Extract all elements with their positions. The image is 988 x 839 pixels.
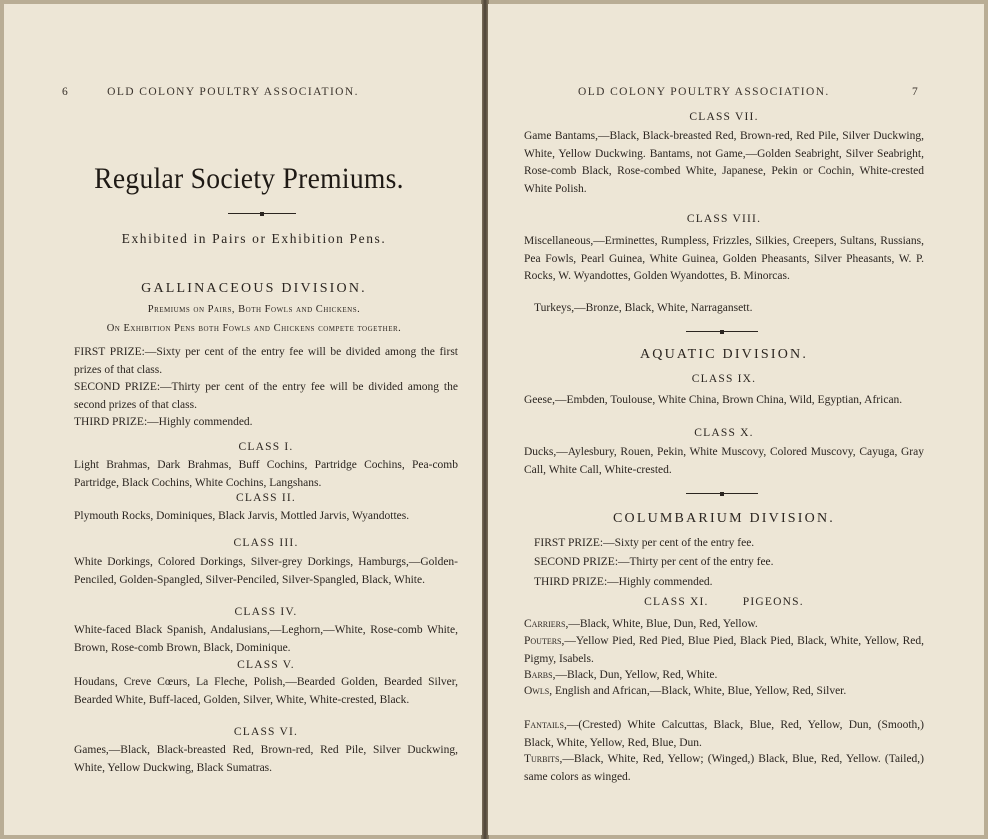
right-third-prize: THIRD PRIZE:—Highly commended. [534, 576, 713, 588]
class-heading: CLASS VII. [689, 111, 759, 123]
exhibited-subtitle: Exhibited in Pairs or Exhibition Pens. [121, 231, 387, 246]
columbarium-divider [686, 493, 758, 494]
premiums-pairs-line: Premiums on Pairs, Both Fowls and Chickens. [147, 304, 361, 315]
left-page [4, 4, 482, 835]
pigeon-breed: Turbits, [524, 753, 563, 765]
right-page [488, 4, 984, 835]
pigeon-breed: Pouters, [524, 635, 565, 647]
class-text: Geese,—Embden, Toulouse, White China, Brown China, Wild, Egyptian, African. [524, 394, 903, 406]
class-heading: CLASS II. [235, 492, 296, 504]
class-text: Game Bantams,—Black, Black-breasted Red, Brown-red, Red Pile, Silver Duckwing, White, Yellow Duckwing. Bantams, not Game,—Golden Seabright, Silver Seabright, Rose-comb Black, Rose-combed White, Japanese, Pekin or Cochin, White-crested White Polish. [524, 130, 924, 195]
pigeon-entry [524, 717, 924, 752]
pigeon-colors: —Yellow Pied, Red Pied, Blue Pied, Black Pied, Black, White, Yellow, Red, Pigmy, Isabels. [524, 635, 924, 665]
class-text: Ducks,—Aylesbury, Rouen, Pekin, White Muscovy, Colored Muscovy, Cayuga, Gray Call, White Call, White-crested. [524, 446, 924, 476]
right-first-prize: FIRST PRIZE:—Sixty per cent of the entry fee. [534, 537, 755, 549]
left-running-title: OLD COLONY POULTRY ASSOCIATION. [107, 86, 359, 98]
class-heading: CLASS VI. [233, 726, 299, 738]
pigeon-entry [524, 683, 924, 701]
pigeon-entry [524, 667, 924, 685]
pigeon-entry [524, 751, 924, 786]
class-heading: CLASS IV. [234, 606, 298, 618]
aquatic-divider [686, 331, 758, 332]
aquatic-rule-wrap [488, 331, 984, 332]
class-text: Light Brahmas, Dark Brahmas, Buff Cochins, Partridge Cochins, Pea-comb Partridge, Black Cochins, White Cochins, Langshans. [74, 459, 458, 489]
pigeon-entry [524, 633, 924, 668]
class-text: Games,—Black, Black-breasted Red, Brown-red, Red Pile, Silver Duckwing, White, Yellow Duckwing, Black Sumatras. [74, 744, 458, 774]
class-heading: CLASS I. [238, 441, 294, 453]
title-divider [228, 213, 296, 214]
pigeon-breed: Fantails, [524, 719, 567, 731]
page-title-block [44, 162, 454, 196]
aquatic-division-title: AQUATIC DIVISION. [639, 347, 809, 362]
class-heading: CLASS VIII. [686, 213, 762, 225]
pigeon-colors: —Black, White, Blue, Dun, Red, Yellow. [568, 618, 758, 630]
right-page-number: 7 [912, 86, 920, 98]
columbarium-rule-wrap [488, 493, 984, 494]
class-text: Miscellaneous,—Erminettes, Rumpless, Frizzles, Silkies, Creepers, Sultans, Russians, Pea Fowls, Pearl Guinea, White Guinea, Golden Pheasants, Silver Pheasants, W. P. Rocks, W. Wyandottes, Golden Wyandottes, B. Minorcas. [524, 235, 924, 282]
left-first-prize: FIRST PRIZE:—Sixty per cent of the entry fee will be divided among the first prizes of that class. [74, 346, 458, 376]
class-text: Plymouth Rocks, Dominiques, Black Jarvis, Mottled Jarvis, Wyandottes. [74, 510, 410, 522]
gallinaceous-division-title: GALLINACEOUS DIVISION. [141, 281, 367, 296]
class-heading: CLASS V. [237, 659, 295, 671]
pigeon-colors: —(Crested) White Calcuttas, Black, Blue, Red, Yellow, Dun, (Smooth,) Black, White, Yellow, Red, Blue, Dun. [524, 719, 924, 749]
pigeon-colors: —Black, White, Red, Yellow; (Winged,) Black, Blue, Red, Yellow. (Tailed,) same colors as winged. [524, 753, 924, 783]
class-text: White Dorkings, Colored Dorkings, Silver-grey Dorkings, Hamburgs,—Golden-Penciled, Golden-Spangled, Silver-Penciled, Silver-Spangled, Black, White. [74, 556, 458, 586]
pigeon-breed: Barbs, [524, 669, 556, 681]
left-second-prize: SECOND PRIZE:—Thirty per cent of the entry fee will be divided among the second prizes of that class. [74, 381, 458, 411]
class-text: White-faced Black Spanish, Andalusians,—Leghorn,—White, Rose-comb White, Brown, Rose-comb Brown, Black, Dominique. [74, 624, 458, 654]
left-third-prize: THIRD PRIZE:—Highly commended. [74, 416, 253, 428]
pigeons-label: PIGEONS. [742, 596, 804, 608]
right-second-prize: SECOND PRIZE:—Thirty per cent of the entry fee. [534, 556, 774, 568]
pigeon-colors: —Black, Dun, Yellow, Red, White. [555, 669, 718, 681]
class-xi-heading-row [524, 596, 924, 608]
class-heading: CLASS IX. [691, 373, 757, 385]
class-text: Houdans, Creve Cœurs, La Fleche, Polish,—Bearded Golden, Bearded Silver, Bearded White, Buff-laced, Golden, Silver, White, White-crested, Black. [74, 676, 458, 706]
premiums-pens-line: On Exhibition Pens both Fowls and Chickens compete together. [106, 323, 402, 334]
pigeon-breed: Owls, [524, 685, 553, 697]
class-heading: CLASS III. [233, 537, 299, 549]
right-running-title: OLD COLONY POULTRY ASSOCIATION. [578, 86, 830, 98]
left-running-head [62, 86, 359, 98]
class-xi-heading: CLASS XI. [644, 596, 709, 608]
left-page-number: 6 [62, 86, 70, 98]
pigeon-entry [524, 616, 924, 634]
pigeon-breed: Carriers, [524, 618, 569, 630]
turkeys-text: Turkeys,—Bronze, Black, White, Narragansett. [534, 302, 753, 314]
right-running-head [578, 86, 920, 98]
title-rule-wrap [4, 213, 482, 214]
class-heading: CLASS X. [694, 427, 754, 439]
pigeon-colors: English and African,—Black, White, Blue, Yellow, Red, Silver. [552, 685, 847, 697]
columbarium-division-title: COLUMBARIUM DIVISION. [613, 511, 835, 526]
page-title: Regular Society Premiums. [94, 162, 404, 195]
